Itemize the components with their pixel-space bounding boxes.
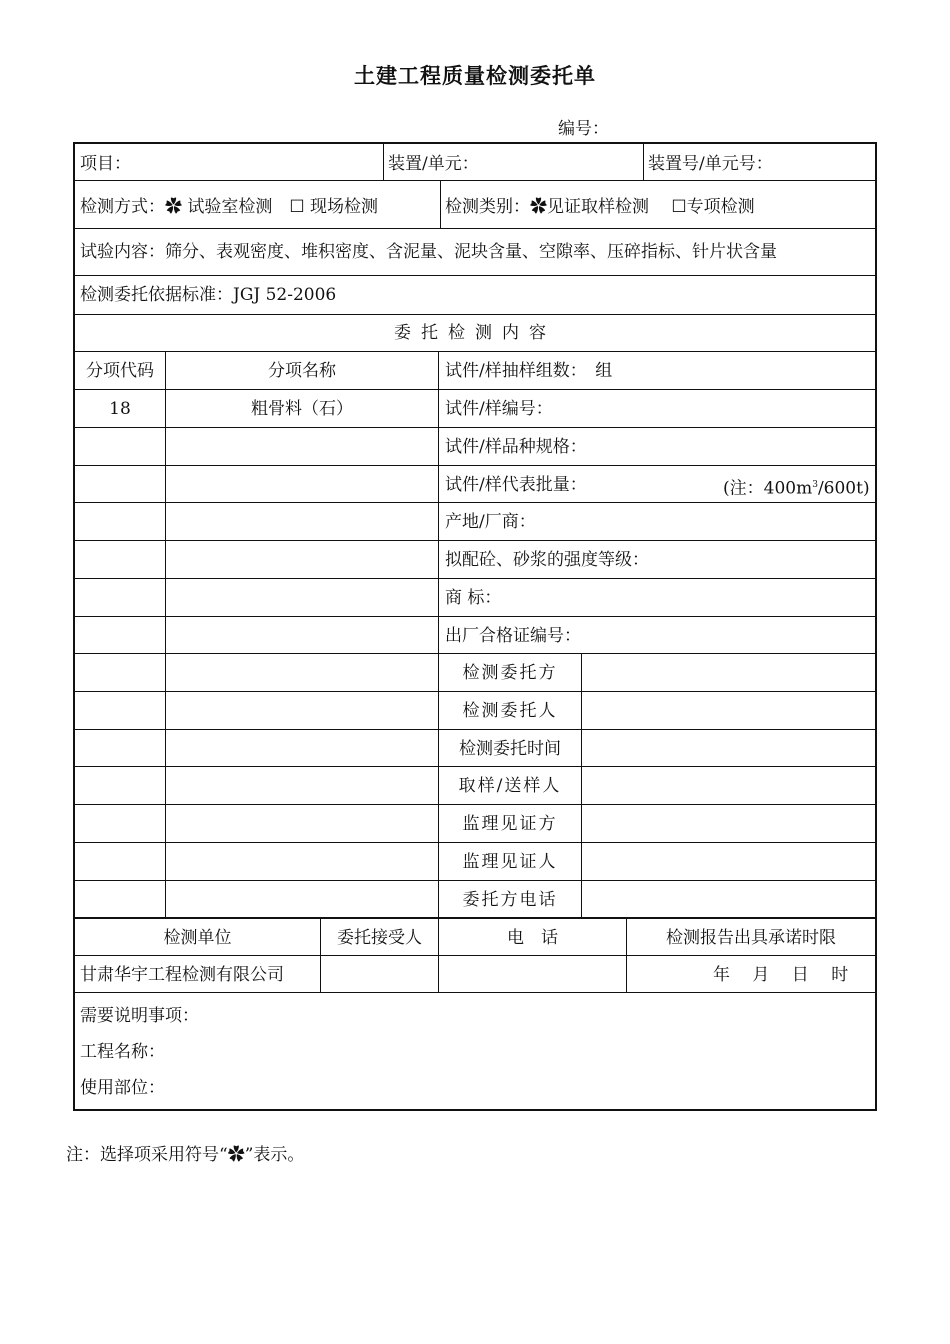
sample-batch-field[interactable]: 试件/样代表批量： — [445, 475, 587, 495]
sample-spec-field[interactable]: 试件/样品种规格： — [445, 437, 587, 457]
certificate-number-field[interactable]: 出厂合格证编号： — [445, 626, 581, 646]
standard-basis: 检测委托依据标准：JGJ 52-2006 — [80, 285, 337, 305]
strength-grade-field[interactable]: 拟配砼、砂浆的强度等级： — [445, 550, 649, 570]
test-content: 试验内容：筛分、表观密度、堆积密度、含泥量、泥块含量、空隙率、压碎指标、针片状含量 — [80, 242, 777, 262]
client-person-label: 检测委托人 — [462, 701, 558, 721]
client-party-label: 检测委托方 — [462, 663, 558, 683]
device-number-label: 装置号/单元号： — [648, 154, 773, 174]
supervisor-party-label: 监理见证方 — [462, 814, 558, 834]
form-title: 土建工程质量检测委托单 — [354, 64, 596, 88]
client-phone-label: 委托方电话 — [462, 890, 558, 910]
footnote: 注：选择项采用符号“✿”表示。 — [66, 1145, 305, 1165]
origin-manufacturer-field[interactable]: 产地/厂商： — [445, 512, 536, 532]
supervisor-witness-label: 监理见证人 — [462, 852, 558, 872]
sample-number-field[interactable]: 试件/样编号： — [445, 399, 553, 419]
device-unit-label: 装置/单元： — [388, 154, 479, 174]
form-table — [73, 142, 877, 1111]
test-category-options[interactable]: 检测类别：✿见证取样检测 ☐专项检测 — [445, 197, 755, 217]
section-title: 委托检测内容 — [394, 323, 556, 343]
project-label: 项目： — [80, 154, 131, 174]
testing-unit-header: 检测单位 — [163, 928, 232, 948]
deadline-date-field[interactable]: 年 月 日 时 — [713, 965, 849, 985]
usage-location-label: 使用部位： — [80, 1078, 165, 1098]
column-header-name: 分项名称 — [268, 361, 336, 381]
phone-header: 电 话 — [507, 928, 558, 948]
client-time-label: 检测委托时间 — [459, 739, 561, 759]
batch-note: (注：$400m^3/600t$) — [723, 478, 870, 499]
item-name: 粗骨料（石） — [251, 399, 353, 419]
receiver-header: 委托接受人 — [337, 928, 422, 948]
brand-field[interactable]: 商 标： — [445, 588, 502, 608]
remarks-label: 需要说明事项： — [80, 1006, 199, 1026]
column-header-code: 分项代码 — [86, 361, 154, 381]
project-name-label: 工程名称： — [80, 1042, 165, 1062]
serial-number-label: 编号： — [558, 119, 609, 139]
item-code: 18 — [109, 399, 131, 419]
testing-unit-name: 甘肃华宇工程检测有限公司 — [80, 965, 284, 985]
test-method-options[interactable]: 检测方式：✿ 试验室检测 ☐ 现场检测 — [80, 197, 379, 217]
report-deadline-header: 检测报告出具承诺时限 — [666, 928, 836, 948]
sample-group-count-field[interactable]: 试件/样抽样组数： 组 — [445, 361, 613, 381]
sampler-label: 取样/送样人 — [458, 776, 562, 796]
